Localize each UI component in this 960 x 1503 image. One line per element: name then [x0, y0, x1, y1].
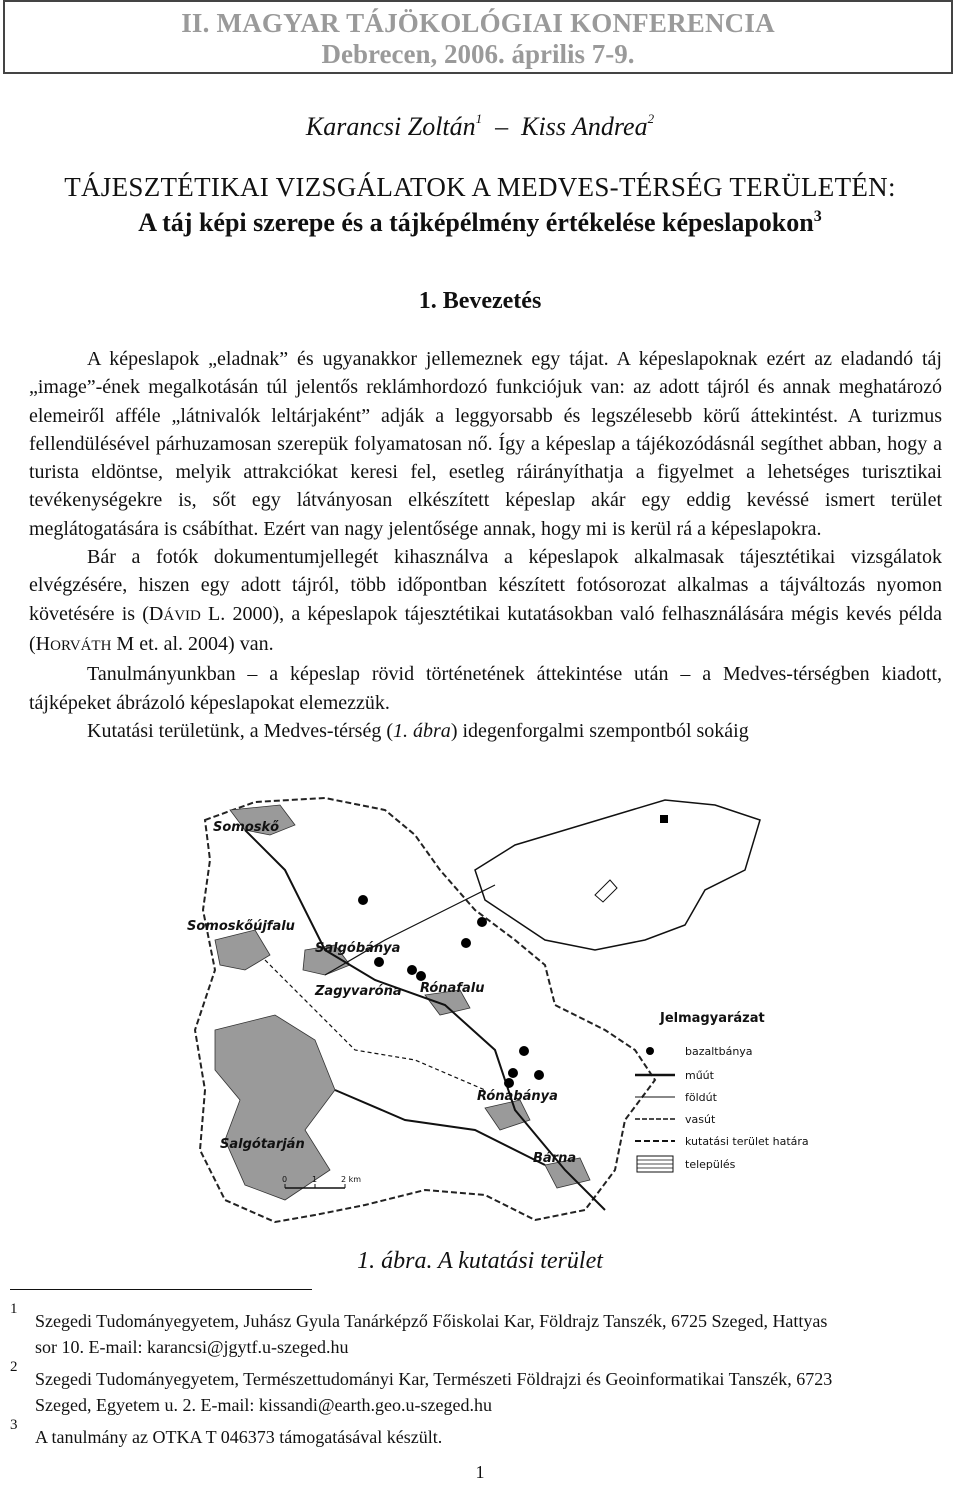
body-text: [29, 345, 942, 745]
paragraph-2-text-b: L. 2000), a képeslapok tájesztétikai kutatásokban való felhasználására mégis kevés példa (H: [29, 602, 943, 655]
map-legend: [635, 1011, 809, 1172]
label-salgobanya: Salgóbánya: [315, 941, 401, 956]
figure-caption: 1. ábra. A kutatási terület: [357, 1248, 603, 1274]
legend-boundary: kutatási terület határa: [685, 1135, 809, 1148]
scale-1: 1: [312, 1175, 318, 1184]
label-zagyvarona: Zagyvaróna: [315, 984, 402, 999]
paper-title-line2: [0, 208, 960, 238]
footnote-2-number: 2: [10, 1359, 18, 1375]
paragraph-1: A képeslapok „eladnak” és ugyanakkor jellemeznek egy tájat. A képeslapoknak ezért az eladandó táj „image”-ének megalkotásán túl jelentős reklámhordozó funkciójuk van: az adott tájról és annak meghatározó elemeiről afféle „látnivalók leltárjaként” adják a leggyorsabb és legszélesebb körű áttekintést. A turizmus fellendülésével párhuzamosan szerepük folyamatosan nő. Így a képeslap a tájékozódásnál segíthet abban, hogy a turista eldöntse, melyik attrakciókat keresi fel, esetleg ráirányíthatja a figyelmet a lehetséges turisztikai tevékenységekre is, sőt egy látványosan elkészített képeslap akár egy eddig kevéssé ismert terület meglátogatására is csábíthat. Ezért van nagy jelentősége annak, hogy mi is kerül rá a képeslapokra.: [29, 348, 942, 540]
label-ronabanya: Rónabánya: [477, 1089, 558, 1104]
legend-road: műút: [685, 1069, 714, 1082]
figure-reference: 1. ábra: [393, 719, 451, 742]
paper-title-line1: TÁJESZTÉTIKAI VIZSGÁLATOK A MEDVES-TÉRSÉG TERÜLETÉN:: [64, 172, 896, 202]
label-barna: Bárna: [533, 1151, 577, 1166]
footnote-3-line1: A tanulmány az OTKA T 046373 támogatásával készült.: [35, 1427, 443, 1447]
paragraph-4-text-b: ) idegenforgalmi szempontból sokáig: [450, 719, 749, 742]
footnote-divider: [10, 1289, 312, 1290]
conference-title: II. MAGYAR TÁJÖKOLÓGIAI KONFERENCIA: [181, 8, 775, 38]
footnote-1-line2: sor 10. E-mail: karancsi@jgytf.u-szeged.hu: [35, 1337, 349, 1357]
footnote-2-line1: Szegedi Tudományegyetem, Természettudományi Kar, Természeti Földrajzi és Geoinformatikai Tanszék, 6723: [35, 1369, 833, 1389]
conference-header-box: [3, 0, 953, 74]
author-2-affil: 2: [647, 111, 655, 126]
paragraph-4-text-a: Kutatási területünk, a Medves-térség (: [87, 719, 394, 742]
paper-subtitle: A táj képi szerepe és a tájképélmény értékelése képeslapokon: [138, 208, 814, 237]
footnote-2-line2: Szeged, Egyetem u. 2. E-mail: kissandi@earth.geo.u-szeged.hu: [35, 1395, 492, 1415]
page-number: 1: [475, 1462, 485, 1482]
label-somoskoujfalu: Somoskőújfalu: [187, 919, 295, 934]
authors-line: [0, 111, 960, 142]
footnote-1: [10, 1301, 950, 1360]
author-1: Karancsi Zoltán: [305, 112, 476, 141]
paragraph-4: [29, 717, 942, 745]
citation-david: ÁVID: [163, 607, 201, 624]
conference-place-date: Debrecen, 2006. április 7-9.: [321, 39, 635, 69]
label-ronafalu: Rónafalu: [420, 981, 485, 996]
paragraph-3: Tanulmányunkban – a képeslap rövid történetének áttekintése után – a Medves-térségben kiadott, tájképeket ábrázoló képeslapokat elemezzük.: [29, 663, 942, 714]
footnote-3-number: 3: [10, 1417, 18, 1433]
author-1-affil: 1: [475, 111, 483, 126]
label-somosko: Somoskő: [213, 820, 280, 835]
study-area-map: [185, 790, 809, 1230]
hungary-inset: [475, 800, 760, 950]
legend-dirt-road: földút: [685, 1091, 717, 1104]
label-salgotarjan: Salgótarján: [220, 1137, 305, 1152]
paragraph-2-text-a: Bár a fotók dokumentumjellegét kihasználva a képeslapok alkalmasak tájesztétikai vizsgálatok elvégzésére, hiszen egy adott tájról, több időpontban készített fotósorozat alkalmas a tájváltozás nyomon követésére is (D: [29, 546, 942, 625]
section-heading: 1. Bevezetés: [418, 288, 542, 314]
footnote-1-number: 1: [10, 1301, 18, 1317]
legend-settlement: település: [685, 1158, 736, 1171]
legend-quarry: bazaltbánya: [685, 1045, 753, 1058]
footnote-2: [10, 1359, 950, 1418]
title-footnote-mark: 3: [813, 208, 822, 225]
footnotes: [10, 1300, 950, 1450]
scale-2: 2 km: [341, 1175, 362, 1184]
paragraph-2: [29, 543, 942, 660]
footnote-1-line1: Szegedi Tudományegyetem, Juhász Gyula Tanárképző Főiskolai Kar, Földrajz Tanszék, 6725 Szeged, Hattyas: [35, 1311, 828, 1331]
scale-0: 0: [282, 1175, 288, 1184]
citation-horvath: ORVÁTH: [50, 637, 112, 654]
legend-rail: vasút: [685, 1113, 716, 1126]
author-2: Kiss Andrea: [521, 112, 648, 141]
legend-title: Jelmagyarázat: [660, 1011, 765, 1026]
footnote-3: [10, 1417, 950, 1450]
paragraph-2-text-c: M et. al. 2004) van.: [111, 632, 274, 655]
author-dash: –: [495, 112, 509, 141]
